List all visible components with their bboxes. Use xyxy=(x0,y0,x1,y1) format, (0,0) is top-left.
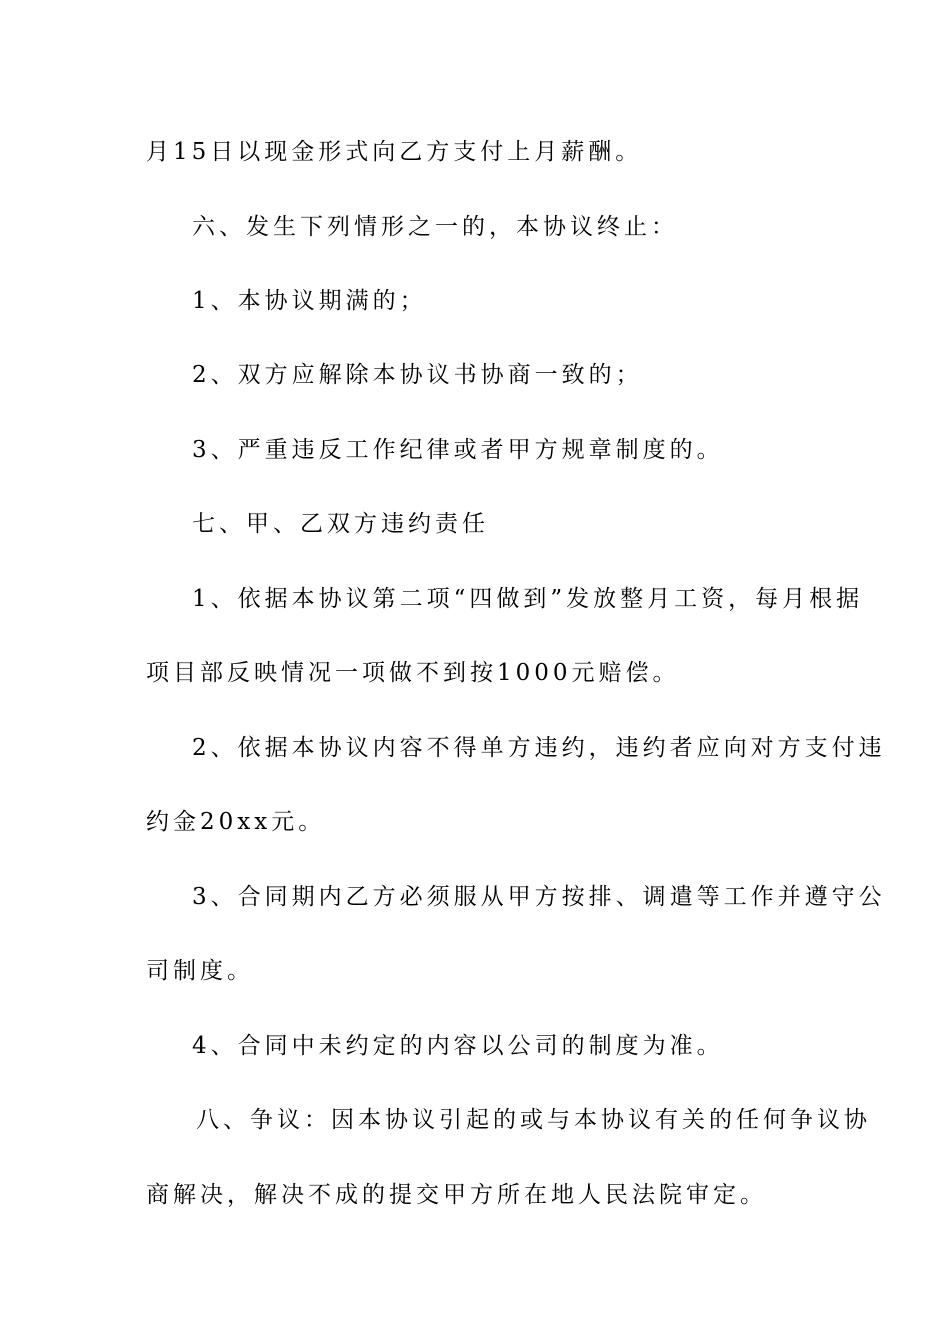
text-line: 商解决，解决不成的提交甲方所在地人民法院审定。 xyxy=(146,1182,767,1208)
text-line: 约金20xx元。 xyxy=(146,809,326,835)
text-line: 项目部反映情况一项做不到按1000元赔偿。 xyxy=(146,660,680,686)
list-item: 4、合同中未约定的内容以公司的制度为准。 xyxy=(192,1033,724,1059)
text-line: 月15日以现金形式向乙方支付上月薪酬。 xyxy=(146,139,643,165)
list-item: 1、本协议期满的； xyxy=(192,288,427,314)
list-item: 3、严重违反工作纪律或者甲方规章制度的。 xyxy=(192,437,724,463)
section-heading-7: 七、甲、乙双方违约责任 xyxy=(192,511,489,537)
section-heading-8: 八、争议：因本协议引起的或与本协议有关的任何争议协 xyxy=(196,1107,871,1133)
text-line: 司制度。 xyxy=(146,958,254,984)
section-heading-6: 六、发生下列情形之一的，本协议终止： xyxy=(192,214,678,240)
list-item: 3、合同期内乙方必须服从甲方按排、调遣等工作并遵守公 xyxy=(192,884,886,910)
list-item: 1、依据本协议第二项“四做到”发放整月工资，每月根据 xyxy=(192,586,864,612)
list-item: 2、依据本协议内容不得单方违约，违约者应向对方支付违 xyxy=(192,735,886,761)
list-item: 2、双方应解除本协议书协商一致的； xyxy=(192,362,643,388)
